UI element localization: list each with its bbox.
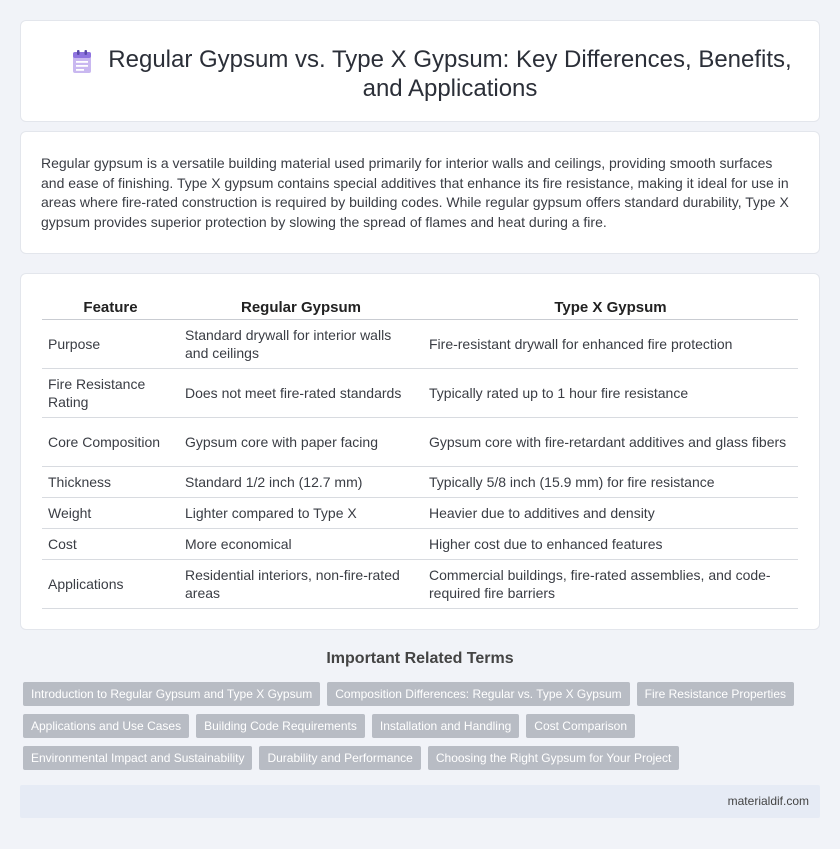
document-icon <box>69 49 95 75</box>
type-x-cell: Heavier due to additives and density <box>423 498 798 529</box>
related-tag[interactable]: Building Code Requirements <box>196 714 365 738</box>
related-tag[interactable]: Cost Comparison <box>526 714 635 738</box>
type-x-cell: Fire-resistant drywall for enhanced fire protection <box>423 320 798 369</box>
feature-cell: Weight <box>42 498 179 529</box>
type-x-cell: Typically rated up to 1 hour fire resistance <box>423 369 798 418</box>
header-regular-gypsum: Regular Gypsum <box>179 295 423 320</box>
footer-site-link[interactable]: materialdif.com <box>727 794 809 808</box>
feature-cell: Fire Resistance Rating <box>42 369 179 418</box>
related-tag[interactable]: Applications and Use Cases <box>23 714 189 738</box>
feature-cell: Applications <box>42 560 179 609</box>
tag-row <box>23 682 813 706</box>
comparison-card <box>20 273 820 630</box>
regular-cell: Standard drywall for interior walls and ceilings <box>179 320 423 369</box>
related-terms-tags <box>23 682 813 778</box>
feature-cell: Thickness <box>42 467 179 498</box>
table-row <box>42 467 798 498</box>
table-header-row <box>42 295 798 320</box>
page-title: Regular Gypsum vs. Type X Gypsum: Key Differences, Benefits, and Applications <box>108 46 792 102</box>
related-tag[interactable]: Composition Differences: Regular vs. Type X Gypsum <box>327 682 629 706</box>
table-row <box>42 560 798 609</box>
related-terms-title: Important Related Terms <box>326 650 514 667</box>
feature-cell: Core Composition <box>42 418 179 467</box>
regular-cell: More economical <box>179 529 423 560</box>
type-x-cell: Higher cost due to enhanced features <box>423 529 798 560</box>
tag-row <box>23 746 813 770</box>
intro-paragraph: Regular gypsum is a versatile building material used primarily for interior walls and ceilings, providing smooth surfaces and ease of finishing. Type X gypsum contains special additives that enhance its fire resistance, making it ideal for use in areas where fire-rated construction is required by building codes. While regular gypsum offers standard durability, Type X gypsum provides superior protection by slowing the spread of flames and heat during a fire. <box>41 155 789 230</box>
type-x-cell: Gypsum core with fire-retardant additives and glass fibers <box>423 418 798 467</box>
header-type-x-gypsum: Type X Gypsum <box>423 295 798 320</box>
footer <box>20 785 820 818</box>
related-tag[interactable]: Fire Resistance Properties <box>637 682 794 706</box>
intro-card <box>20 131 820 254</box>
type-x-cell: Commercial buildings, fire-rated assemblies, and code-required fire barriers <box>423 560 798 609</box>
feature-cell: Cost <box>42 529 179 560</box>
related-tag[interactable]: Choosing the Right Gypsum for Your Project <box>428 746 679 770</box>
table-row <box>42 418 798 467</box>
table-row <box>42 320 798 369</box>
title-card <box>20 20 820 122</box>
regular-cell: Lighter compared to Type X <box>179 498 423 529</box>
related-tag[interactable]: Durability and Performance <box>259 746 420 770</box>
comparison-table <box>42 295 798 609</box>
table-row <box>42 529 798 560</box>
regular-cell: Gypsum core with paper facing <box>179 418 423 467</box>
related-tag[interactable]: Introduction to Regular Gypsum and Type X Gypsum <box>23 682 320 706</box>
regular-cell: Residential interiors, non-fire-rated areas <box>179 560 423 609</box>
related-tag[interactable]: Installation and Handling <box>372 714 519 738</box>
header-feature: Feature <box>42 295 179 320</box>
type-x-cell: Typically 5/8 inch (15.9 mm) for fire resistance <box>423 467 798 498</box>
regular-cell: Standard 1/2 inch (12.7 mm) <box>179 467 423 498</box>
tag-row <box>23 714 813 738</box>
related-tag[interactable]: Environmental Impact and Sustainability <box>23 746 252 770</box>
table-row <box>42 369 798 418</box>
feature-cell: Purpose <box>42 320 179 369</box>
table-row <box>42 498 798 529</box>
regular-cell: Does not meet fire-rated standards <box>179 369 423 418</box>
